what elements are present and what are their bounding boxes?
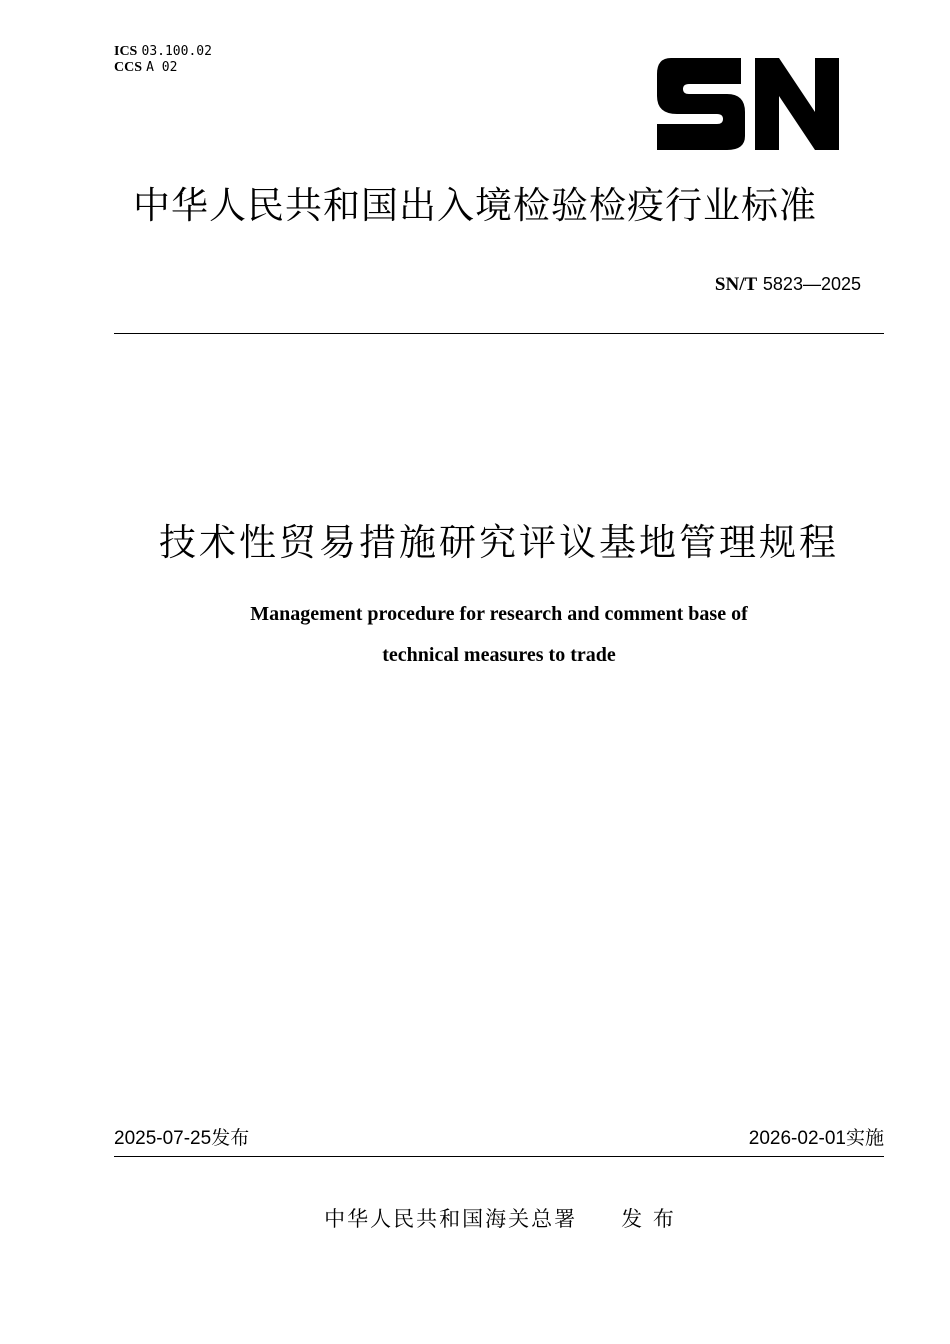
english-title-line-1: Management procedure for research and comment base of [250,603,748,625]
ics-value: 03.100.02 [141,44,212,59]
standard-number-prefix: SN/T [714,274,758,295]
chinese-title: 技术性贸易措施研究评议基地管理规程 [159,521,839,564]
top-divider [114,333,884,334]
ccs-code [114,60,212,76]
classification-codes [114,44,212,76]
issue-date-label: 发布 [211,1127,250,1149]
ics-code [114,44,212,60]
ccs-label: CCS [114,60,143,75]
sn-logo [655,56,841,152]
issuer-name: 中华人民共和国海关总署 [324,1207,578,1231]
standard-number-value: 5823—2025 [762,274,861,294]
implementation-date-value: 2026-02-01 [748,1128,846,1149]
issuing-authority [0,1204,950,1234]
standard-number [715,272,861,297]
implementation-date-label: 实施 [845,1127,884,1149]
issue-date-value: 2025-07-25 [114,1128,212,1149]
ics-label: ICS [114,44,138,59]
issuer-action: 发 布 [621,1207,676,1231]
bottom-divider [114,1156,884,1157]
issue-date [114,1125,249,1152]
standard-category: 中华人民共和国出入境检验检疫行业标准 [133,184,817,227]
implementation-date [749,1125,884,1152]
ccs-value: A 02 [146,60,178,75]
english-title-line-2: technical measures to trade [382,644,616,666]
